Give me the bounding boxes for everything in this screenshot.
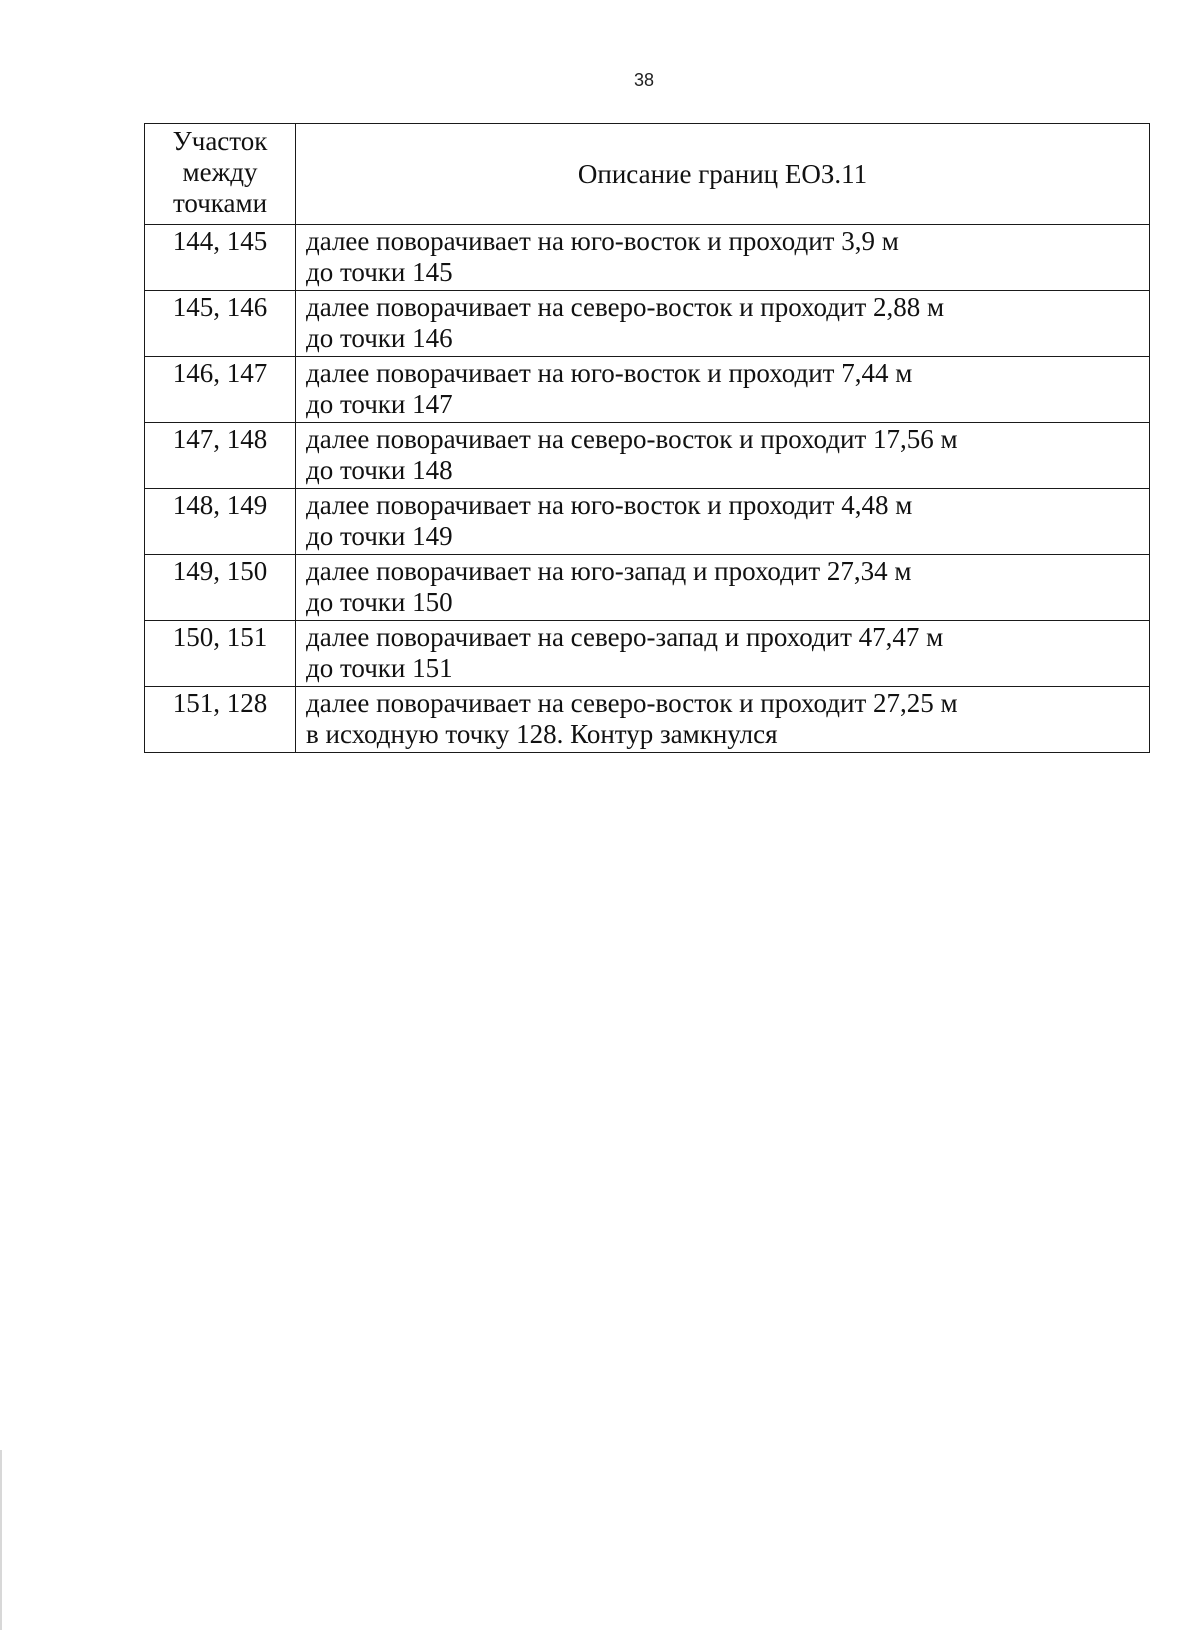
description-cell	[296, 357, 1150, 423]
table-header-row	[145, 124, 1150, 225]
description-cell	[296, 423, 1150, 489]
description-line: до точки 146	[306, 323, 453, 353]
description-cell	[296, 687, 1150, 753]
description-line: далее поворачивает на юго-восток и проходит 3,9 м	[306, 226, 899, 256]
description-cell	[296, 225, 1150, 291]
segment-header-line: точками	[172, 188, 268, 218]
description-line: до точки 148	[306, 455, 453, 485]
boundary-description-table	[144, 123, 1150, 753]
segment-column-header	[145, 124, 296, 225]
description-line: до точки 149	[306, 521, 453, 551]
description-cell	[296, 291, 1150, 357]
description-line: до точки 150	[306, 587, 453, 617]
segment-cell: 149, 150	[145, 555, 296, 621]
description-line: в исходную точку 128. Контур замкнулся	[306, 719, 778, 749]
description-line: до точки 151	[306, 653, 453, 683]
description-line: далее поворачивает на юго-восток и проходит 4,48 м	[306, 490, 913, 520]
description-cell	[296, 555, 1150, 621]
description-line: далее поворачивает на юго-запад и проходит 27,34 м	[306, 556, 912, 586]
segment-cell: 148, 149	[145, 489, 296, 555]
table-row	[145, 423, 1150, 489]
description-line: далее поворачивает на северо-восток и проходит 17,56 м	[306, 424, 958, 454]
segment-cell: 151, 128	[145, 687, 296, 753]
segment-header-line: Участок	[172, 126, 268, 156]
description-line: далее поворачивает на юго-восток и проходит 7,44 м	[306, 358, 913, 388]
description-line: до точки 147	[306, 389, 453, 419]
table-row	[145, 687, 1150, 753]
description-line: до точки 145	[306, 257, 453, 287]
segment-cell: 150, 151	[145, 621, 296, 687]
segment-cell: 146, 147	[145, 357, 296, 423]
description-line: далее поворачивает на северо-восток и проходит 27,25 м	[306, 688, 958, 718]
scan-edge-mark	[0, 1450, 2, 1630]
description-cell	[296, 489, 1150, 555]
description-column-header: Описание границ ЕОЗ.11	[296, 124, 1150, 225]
page-number: 38	[633, 70, 655, 90]
segment-cell: 144, 145	[145, 225, 296, 291]
table-row	[145, 555, 1150, 621]
segment-header-line: между	[182, 157, 258, 187]
table-row	[145, 357, 1150, 423]
description-line: далее поворачивает на северо-запад и проходит 47,47 м	[306, 622, 944, 652]
table-row	[145, 225, 1150, 291]
table-row	[145, 621, 1150, 687]
segment-cell: 145, 146	[145, 291, 296, 357]
description-line: далее поворачивает на северо-восток и проходит 2,88 м	[306, 292, 945, 322]
segment-cell: 147, 148	[145, 423, 296, 489]
table-row	[145, 291, 1150, 357]
description-cell	[296, 621, 1150, 687]
table-row	[145, 489, 1150, 555]
